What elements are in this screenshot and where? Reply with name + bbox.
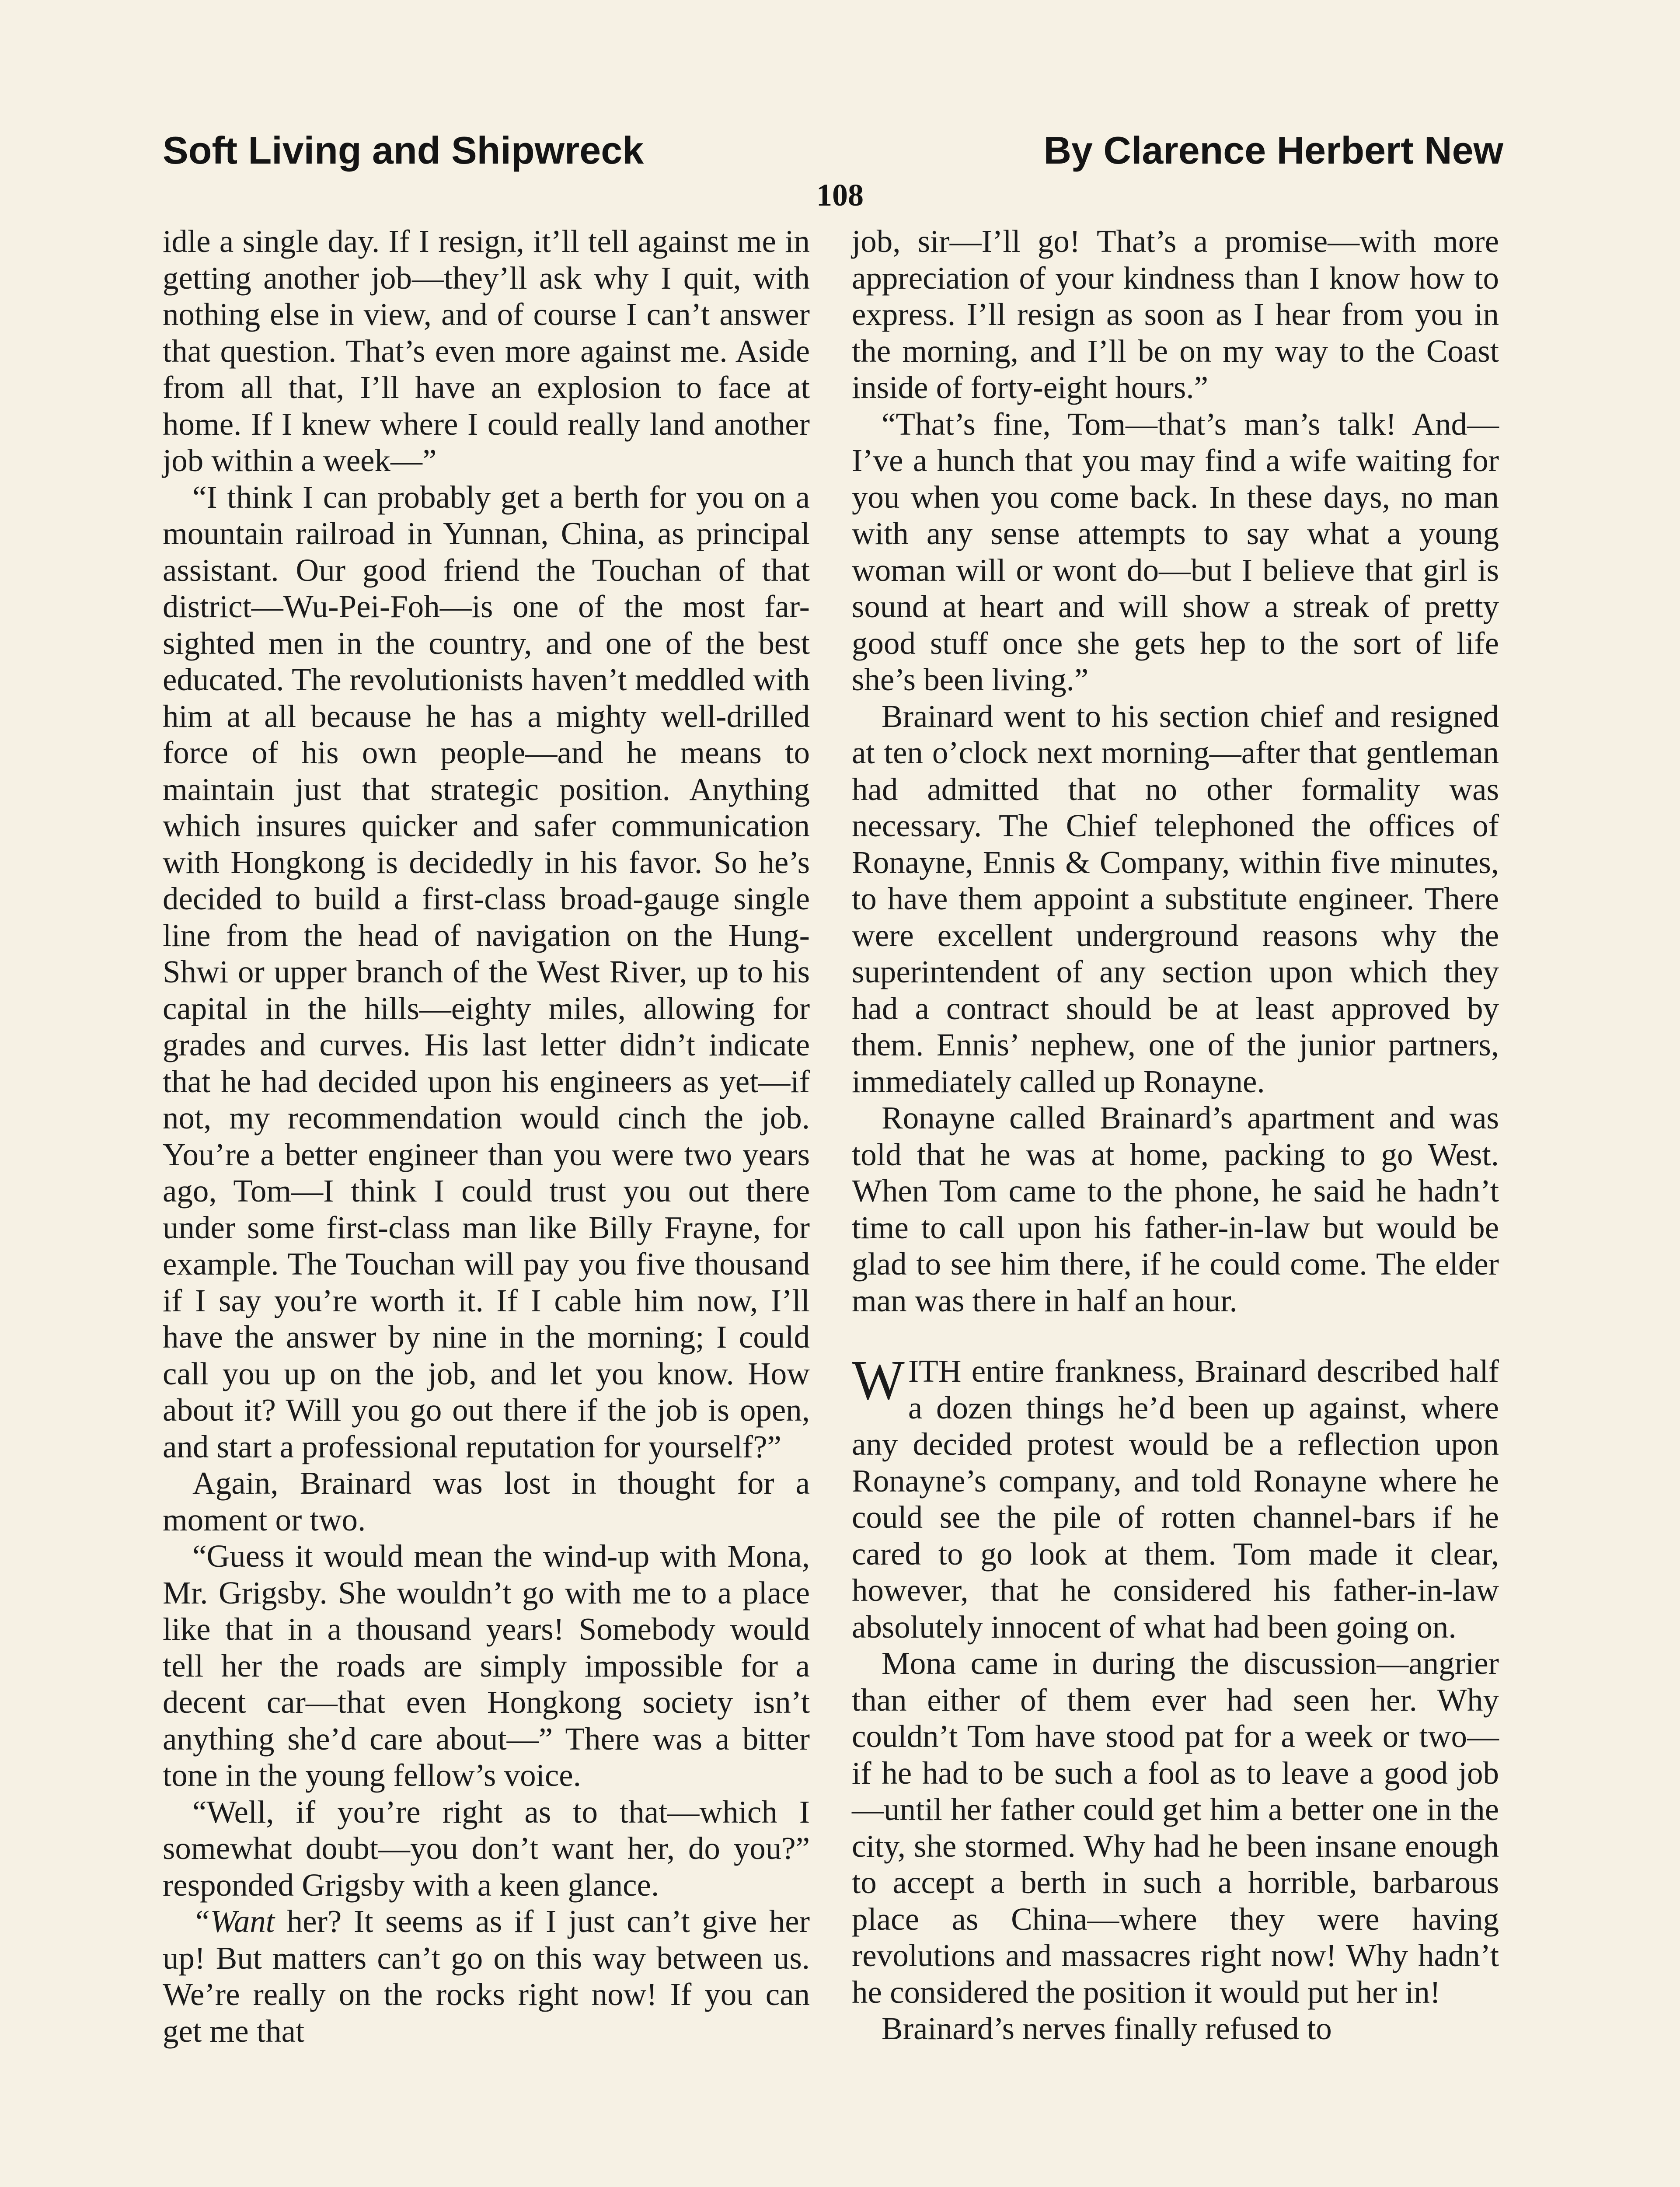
italic-word: “Want bbox=[192, 1904, 275, 1939]
paragraph: Mona came in during the discussion—angrier than either of them ever had seen her. Why couldn’t Tom have stood pat for a week or two—if he had to be such a fool as to leave a good job—until her father could get him a better one in the city, she stormed. Why had he been insane enough to accept a berth in such a horrible, barbarous place as China—where they were having revolutions and massacres right now! Why hadn’t he considered the position it would put her in! bbox=[852, 1645, 1499, 2010]
page-number: 108 bbox=[816, 178, 864, 213]
paragraph-text: ITH entire frankness, Brainard described half a dozen things he’d been up against, where any decided protest would be a reflection upon Ronayne’s company, and told Ronayne where he could see the pile of rotten channel-bars if he cared to go look at them. Tom made it clear, however, that he considered his father-in-law absolutely innocent of what had been going on. bbox=[852, 1353, 1499, 1645]
paragraph: Brainard’s nerves finally refused to bbox=[882, 2011, 1332, 2046]
author-byline: By Clarence Herbert New bbox=[1043, 129, 1503, 172]
paragraph: Again, Brainard was lost in thought for a moment or two. bbox=[163, 1465, 810, 1537]
paragraph: idle a single day. If I resign, it’ll tell against me in getting another job—they’ll ask why I quit, with nothing else in view, and of course I can’t answer that question. That’s even more against me. Aside from all that, I’ll have an explosion to face at home. If I knew where I could really land another job within a week—” bbox=[163, 224, 810, 478]
paragraph: Brainard went to his section chief and resigned at ten o’clock next morning—after that gentleman had admitted that no other formality was necessary. The Chief telephoned the offices of Ronayne, Ennis & Company, within five minutes, to have them appoint a substitute engineer. There were excellent underground reasons why the superintendent of any section upon which they had a contract should be at least approved by them. Ennis’ nephew, one of the junior partners, immediately called up Ronayne. bbox=[852, 698, 1499, 1099]
paragraph: job, sir—I’ll go! That’s a promise—with more appreciation of your kindness than I know how to express. I’ll resign as soon as I hear from you in the morning, and I’ll be on my way to the Coast inside of forty-eight hours.” bbox=[852, 224, 1499, 405]
paragraph: Ronayne called Brainard’s apartment and was told that he was at home, packing to go West. When Tom came to the phone, he said he hadn’t time to call upon his father-in-law but would be glad to see him there, if he could come. The elder man was there in half an hour. bbox=[852, 1100, 1499, 1318]
paragraph: “I think I can probably get a berth for you on a mountain railroad in Yunnan, China, as principal assistant. Our good friend the Touchan of that district—Wu-Pei-Foh—is one of the most far-sighted men in the country, and one of the best educated. The revolutionists haven’t meddled with him at all because he has a mighty well-drilled force of his own people—and he means to maintain just that strategic position. Anything which insures quicker and safer communication with Hongkong is decidedly in his favor. So he’s decided to build a first-class broad-gauge single line from the head of navigation on the Hung-Shwi or upper branch of the West River, up to his capital in the hills—eighty miles, allowing for grades and curves. His last letter didn’t indicate that he had decided upon his engineers as yet—if not, my recommendation would cinch the job. You’re a better engineer than you were two years ago, Tom—I think I could trust you out there under some first-class man like Billy Frayne, for example. The Touchan will pay you five thousand if I say you’re worth it. If I cable him now, I’ll have the answer by nine in the morning; I could call you up on the job, and let you know. How about it? Will you go out there if the job is open, and start a professional reputation for yourself?” bbox=[163, 479, 810, 1464]
story-title: Soft Living and Shipwreck bbox=[163, 129, 644, 172]
section-paragraph bbox=[852, 1349, 1499, 1645]
paragraph: “That’s fine, Tom—that’s man’s talk! And—I’ve a hunch that you may find a wife waiting for you when you come back. In these days, no man with any sense attempts to say what a young woman will or wont do—but I believe that girl is sound at heart and will show a streak of pretty good stuff once she gets hep to the sort of life she’s been living.” bbox=[852, 406, 1499, 697]
paragraph: “Guess it would mean the wind-up with Mona, Mr. Grigsby. She wouldn’t go with me to a place like that in a thousand years! Somebody would tell her the roads are simply impossible for a decent car—that even Hongkong society isn’t anything she’d care about—” There was a bitter tone in the young fellow’s voice. bbox=[163, 1538, 810, 1793]
paragraph: “Well, if you’re right as to that—which I somewhat doubt—you don’t want her, do you?” responded Grigsby with a keen glance. bbox=[163, 1794, 810, 1903]
paragraph bbox=[163, 1903, 810, 2049]
drop-cap: W bbox=[852, 1349, 905, 1411]
paragraph-text: her? It seems as if I just can’t give her up! But matters can’t go on this way between us. We’re really on the rocks right now! If you can get me that bbox=[163, 1904, 810, 2049]
right-column bbox=[852, 223, 1499, 2047]
left-column bbox=[163, 223, 810, 2049]
